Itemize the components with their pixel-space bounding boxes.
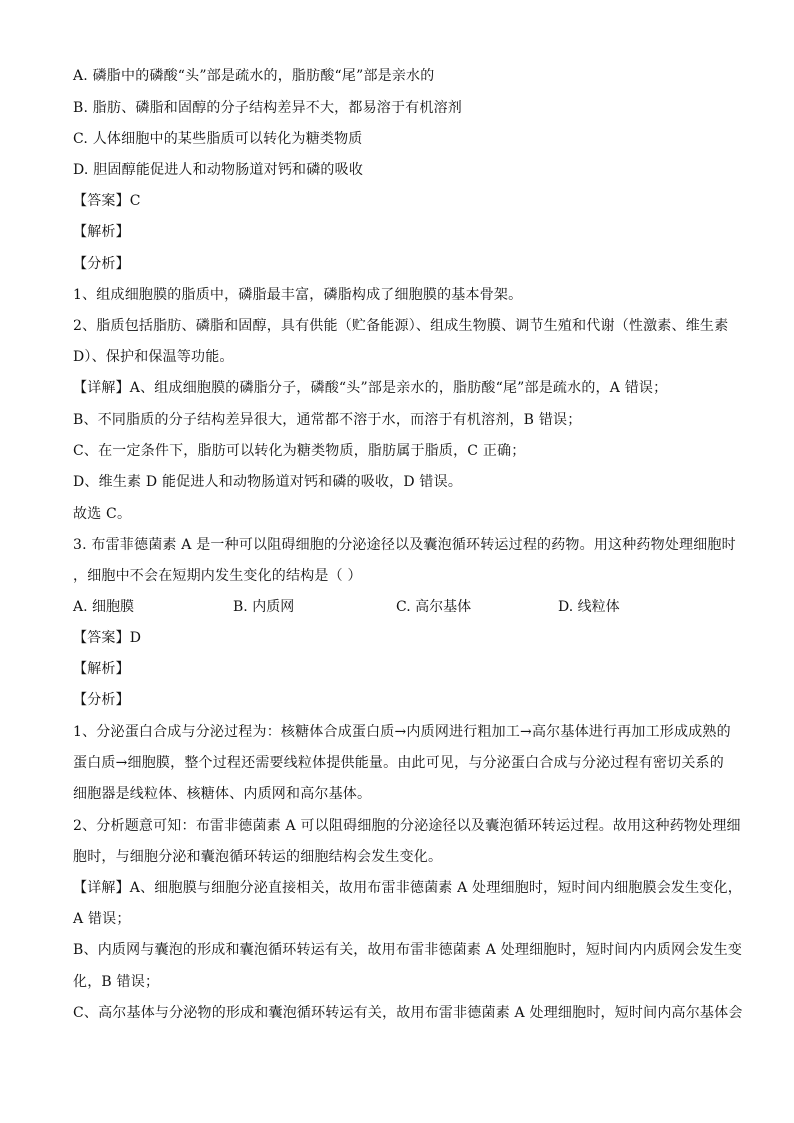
q3-option-c: C. 高尔基体 bbox=[396, 599, 472, 615]
q2-detail-a: 【详解】A、组成细胞膜的磷脂分子，磷酸“头”部是亲水的，脂肪酸“尾”部是疏水的，A 错误； bbox=[73, 380, 668, 396]
q3-option-b: B. 内质网 bbox=[233, 599, 295, 615]
q3-option-a: A. 细胞膜 bbox=[73, 599, 135, 615]
q2-jiexi-heading: 【解析】 bbox=[73, 224, 130, 240]
q2-fenxi-heading: 【分析】 bbox=[73, 256, 130, 272]
q3-option-d: D. 线粒体 bbox=[558, 599, 620, 615]
q3-detail-a-line2: A 错误； bbox=[73, 911, 131, 927]
q2-detail-b: B、不同脂质的分子结构差异很大，通常都不溶于水，而溶于有机溶剂，B 错误； bbox=[73, 412, 582, 428]
q3-analysis-p1-line2: 蛋白质→细胞膜，整个过程还需要线粒体提供能量。由此可见，与分泌蛋白合成与分泌过程有密切关系的 bbox=[73, 755, 724, 771]
q3-stem-line2: ，细胞中不会在短期内发生变化的结构是（ ） bbox=[73, 568, 362, 584]
q3-jiexi-heading: 【解析】 bbox=[73, 661, 130, 677]
q3-fenxi-heading: 【分析】 bbox=[73, 692, 130, 708]
q3-analysis-p1-line3: 细胞器是线粒体、核糖体、内质网和高尔基体。 bbox=[73, 786, 372, 802]
q2-analysis-p2-line1: 2、脂质包括脂肪、磷脂和固醇，具有供能（贮备能源）、组成生物膜、调节生殖和代谢（性激素、维生素 bbox=[73, 318, 729, 334]
q3-detail-b-line1: B、内质网与囊泡的形成和囊泡循环转运有关，故用布雷非德菌素 A 处理细胞时，短时间内内质网会发生变 bbox=[73, 942, 743, 958]
q2-detail-d: D、维生素 D 能促进人和动物肠道对钙和磷的吸收，D 错误。 bbox=[73, 474, 463, 490]
q3-analysis-p2-line2: 胞时，与细胞分泌和囊泡循环转运的细胞结构会发生变化。 bbox=[73, 849, 443, 865]
q2-answer: 【答案】C bbox=[73, 193, 141, 209]
q3-detail-a-line1: 【详解】A、细胞膜与细胞分泌直接相关，故用布雷非德菌素 A 处理细胞时，短时间内细胞膜会发生变化， bbox=[73, 880, 742, 896]
q2-conclusion: 故选 C。 bbox=[73, 506, 132, 522]
q3-analysis-p1-line1: 1、分泌蛋白合成与分泌过程为：核糖体合成蛋白质→内质网进行粗加工→高尔基体进行再加工形成成熟的 bbox=[73, 724, 731, 740]
q2-option-b: B. 脂肪、磷脂和固醇的分子结构差异不大，都易溶于有机溶剂 bbox=[73, 100, 462, 116]
q3-detail-c-line1: C、高尔基体与分泌物的形成和囊泡循环转运有关，故用布雷非德菌素 A 处理细胞时，短时间内高尔基体会 bbox=[73, 1005, 743, 1021]
q3-detail-b-line2: 化，B 错误； bbox=[73, 974, 160, 990]
q2-analysis-p1: 1、组成细胞膜的脂质中，磷脂最丰富，磷脂构成了细胞膜的基本骨架。 bbox=[73, 287, 523, 303]
q2-option-d: D. 胆固醇能促进人和动物肠道对钙和磷的吸收 bbox=[73, 162, 364, 178]
q3-answer: 【答案】D bbox=[73, 630, 142, 646]
q2-option-a: A. 磷脂中的磷酸“头”部是疏水的，脂肪酸“尾”部是亲水的 bbox=[73, 68, 435, 84]
q2-option-c: C. 人体细胞中的某些脂质可以转化为糖类物质 bbox=[73, 131, 363, 147]
q3-stem-line1: 3. 布雷菲德菌素 A 是一种可以阻碍细胞的分泌途径以及囊泡循环转运过程的药物。用这种药物处理细胞时 bbox=[73, 537, 736, 553]
q2-analysis-p2-line2: D）、保护和保温等功能。 bbox=[73, 349, 234, 365]
q3-analysis-p2-line1: 2、分析题意可知：布雷非德菌素 A 可以阻碍细胞的分泌途径以及囊泡循环转运过程。故用这种药物处理细 bbox=[73, 818, 741, 834]
q2-detail-c: C、在一定条件下，脂肪可以转化为糖类物质，脂肪属于脂质，C 正确； bbox=[73, 443, 526, 459]
